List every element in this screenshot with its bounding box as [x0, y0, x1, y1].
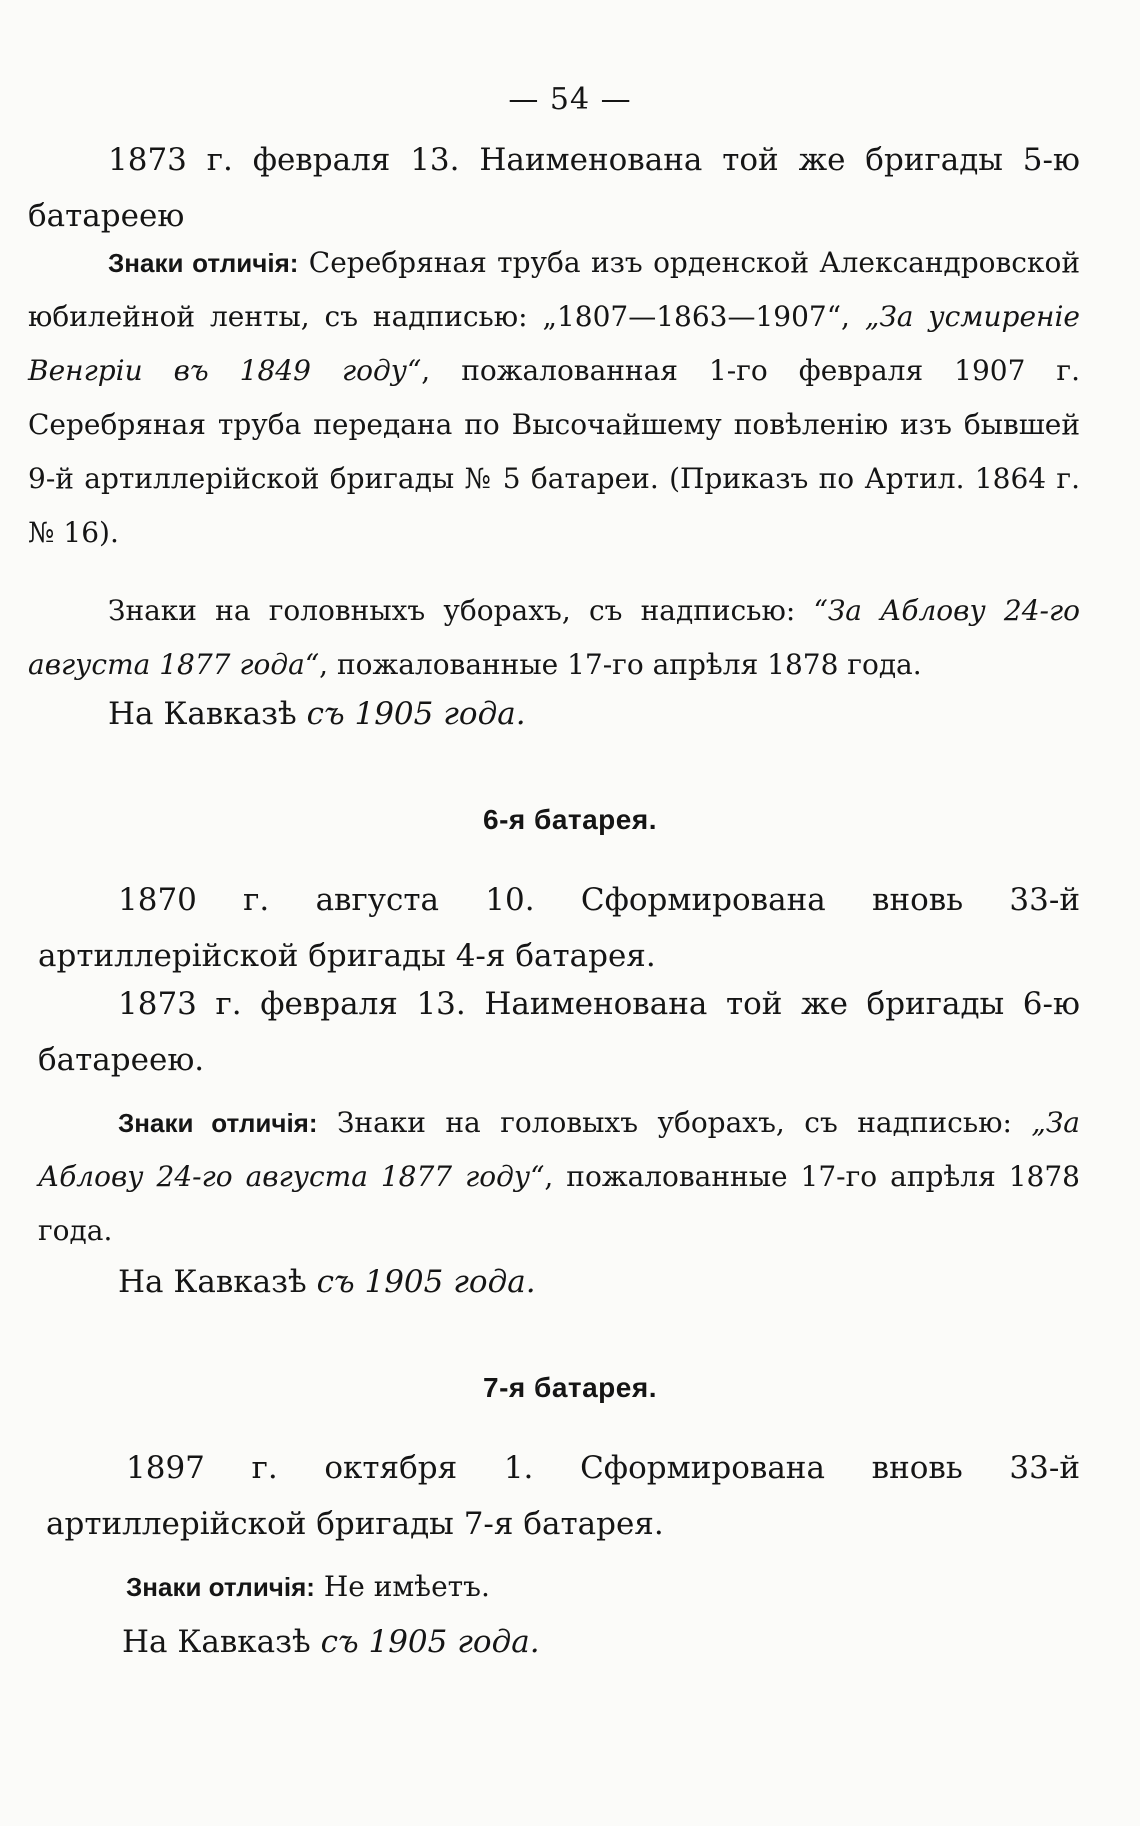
battery5-headgear-quote: “За Аблову 24-го августа 1877 года“	[28, 594, 1080, 681]
battery6-insignia-quote: „За Аблову 24-го августа 1877 году“	[38, 1106, 1080, 1193]
battery7-heading: 7-я батарея.	[483, 1372, 657, 1403]
battery7-formation: 1897 г. октября 1. Сформирована вновь 33-й артиллерійской бригады 7-я батарея.	[46, 1450, 1080, 1542]
battery5-headgear-text-2: , пожалованные 17-го апрѣля 1878 года.	[319, 648, 922, 681]
battery6-formation: 1870 г. августа 10. Сформирована вновь 33-й артиллерійской бригады 4-я батарея.	[38, 882, 1080, 974]
battery6-insignia-text-2: , пожалованные 17-го апрѣля 1878 года.	[38, 1160, 1080, 1247]
page-number: — 54 —	[508, 82, 632, 117]
battery5-insignia-text-1: Серебряная труба изъ орденской Александровской юбилейной ленты, съ надписью: „1807—1863—1907“,	[28, 246, 1080, 333]
battery7-caucasus-text: На Кавказѣ	[122, 1624, 321, 1660]
battery6-insignia-text-1: Знаки на головыхъ уборахъ, съ надписью:	[317, 1106, 1032, 1139]
battery5-caucasus-since: съ 1905 года.	[306, 696, 526, 732]
battery5-insignia-text-2: , пожалованная 1-го февраля 1907 г. Серебряная труба передана по Высочайшему повѣленію изъ бывшей 9-й артиллерійской бригады № 5 батареи. (Приказъ по Артил. 1864 г. № 16).	[28, 354, 1080, 549]
battery7-insignia	[126, 1560, 1080, 1614]
battery6-renamed: 1873 г. февраля 13. Наименована той же бригады 6-ю батареею.	[38, 986, 1080, 1078]
battery5-headgear-text-1: Знаки на головныхъ уборахъ, съ надписью:	[108, 594, 814, 627]
battery6-caucasus-since: съ 1905 года.	[316, 1264, 536, 1300]
battery6-heading: 6-я батарея.	[483, 804, 657, 835]
battery6-insignia-label: Знаки отличія:	[118, 1108, 318, 1138]
battery6-insignia	[38, 1096, 1080, 1258]
battery5-headgear	[28, 584, 1080, 692]
battery5-caucasus	[108, 686, 1080, 742]
battery5-insignia-label: Знаки отличія:	[108, 248, 299, 278]
battery5-insignia-quote: „За усмиреніе Венгріи въ 1849 году“	[28, 300, 1080, 387]
battery7-insignia-text: Не имѣетъ.	[314, 1570, 490, 1603]
battery5-caucasus-text: На Кавказѣ	[108, 696, 307, 732]
battery7-caucasus-since: съ 1905 года.	[320, 1624, 540, 1660]
battery5-insignia	[28, 236, 1080, 560]
battery7-insignia-label: Знаки отличія:	[126, 1572, 315, 1602]
battery6-caucasus	[118, 1254, 1080, 1310]
battery7-caucasus	[122, 1614, 1080, 1670]
battery6-caucasus-text: На Кавказѣ	[118, 1264, 317, 1300]
battery5-formation: 1873 г. февраля 13. Наименована той же бригады 5-ю батареею	[28, 142, 1080, 234]
